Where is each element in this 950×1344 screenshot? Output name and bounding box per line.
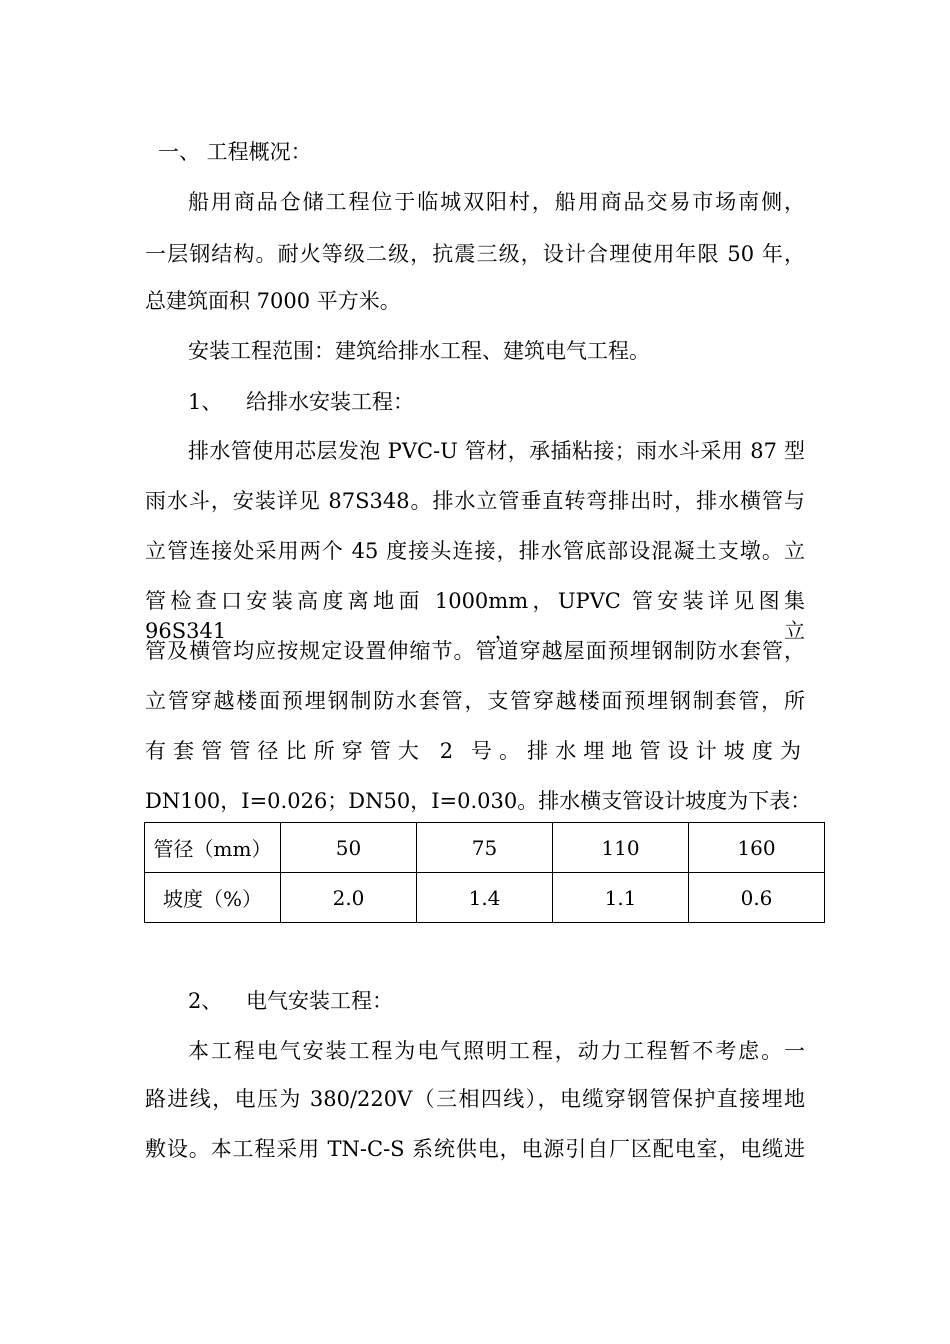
drainage-line-3: 立管连接处采用两个 45 度接头连接，排水管底部设混凝土支墩。立 [145,539,805,563]
scope-text: 安装工程范围：建筑给排水工程、建筑电气工程。 [188,339,650,363]
drainage-line-6: 立管穿越楼面预埋钢制防水套管，支管穿越楼面预埋钢制套管，所 [145,689,805,713]
table-row [145,873,825,923]
electrical-line-1: 本工程电气安装工程为电气照明工程，动力工程暂不考虑。一 [188,1039,805,1063]
table-cell: 1.4 [417,873,553,923]
subsection-2-title: 电气安装工程： [246,989,393,1013]
table-cell: 2.0 [281,873,417,923]
subsection-2-number: 2、 [188,989,223,1013]
table-row [145,823,825,873]
overview-line-1: 船用商品仓储工程位于临城双阳村，船用商品交易市场南侧， [188,190,805,214]
drainage-line-7: 有套管管径比所穿管大 2 号。排水埋地管设计坡度为 [145,739,805,763]
table-header-cell: 管径（mm） [145,823,281,873]
subsection-1-title: 给排水安装工程： [246,390,414,414]
drainage-line-5: 管及横管均应按规定设置伸缩节。管道穿越屋面预埋钢制防水套管， [145,639,805,663]
slope-table [144,822,825,923]
table-header-cell: 坡度（%） [145,873,281,923]
electrical-line-2: 路进线，电压为 380/220V（三相四线），电缆穿钢管保护直接埋地 [145,1087,805,1111]
table-cell: 1.1 [553,873,689,923]
subsection-1-number: 1、 [188,390,223,414]
overview-line-2: 一层钢结构。耐火等级二级，抗震三级，设计合理使用年限 50 年， [145,242,805,266]
overview-line-3: 总建筑面积 7000 平方米。 [145,289,401,313]
table-cell: 50 [281,823,417,873]
table-cell: 75 [417,823,553,873]
drainage-line-8: DN100，I=0.026；DN50，I=0.030。排水横支管设计坡度为下表： [145,789,812,813]
table-cell: 160 [689,823,825,873]
table-cell: 0.6 [689,873,825,923]
section-heading: 一、 工程概况： [158,140,312,164]
drainage-line-1: 排水管使用芯层发泡 PVC-U 管材，承插粘接；雨水斗采用 87 型 [188,439,805,463]
drainage-line-4: 管检查口安装高度离地面 1000mm，UPVC 管安装详见图集 96S341，立 [145,589,805,643]
drainage-line-2: 雨水斗，安装详见 87S348。排水立管垂直转弯排出时，排水横管与 [145,489,805,513]
table-cell: 110 [553,823,689,873]
electrical-line-3: 敷设。本工程采用 TN-C-S 系统供电，电源引自厂区配电室，电缆进 [145,1137,805,1161]
